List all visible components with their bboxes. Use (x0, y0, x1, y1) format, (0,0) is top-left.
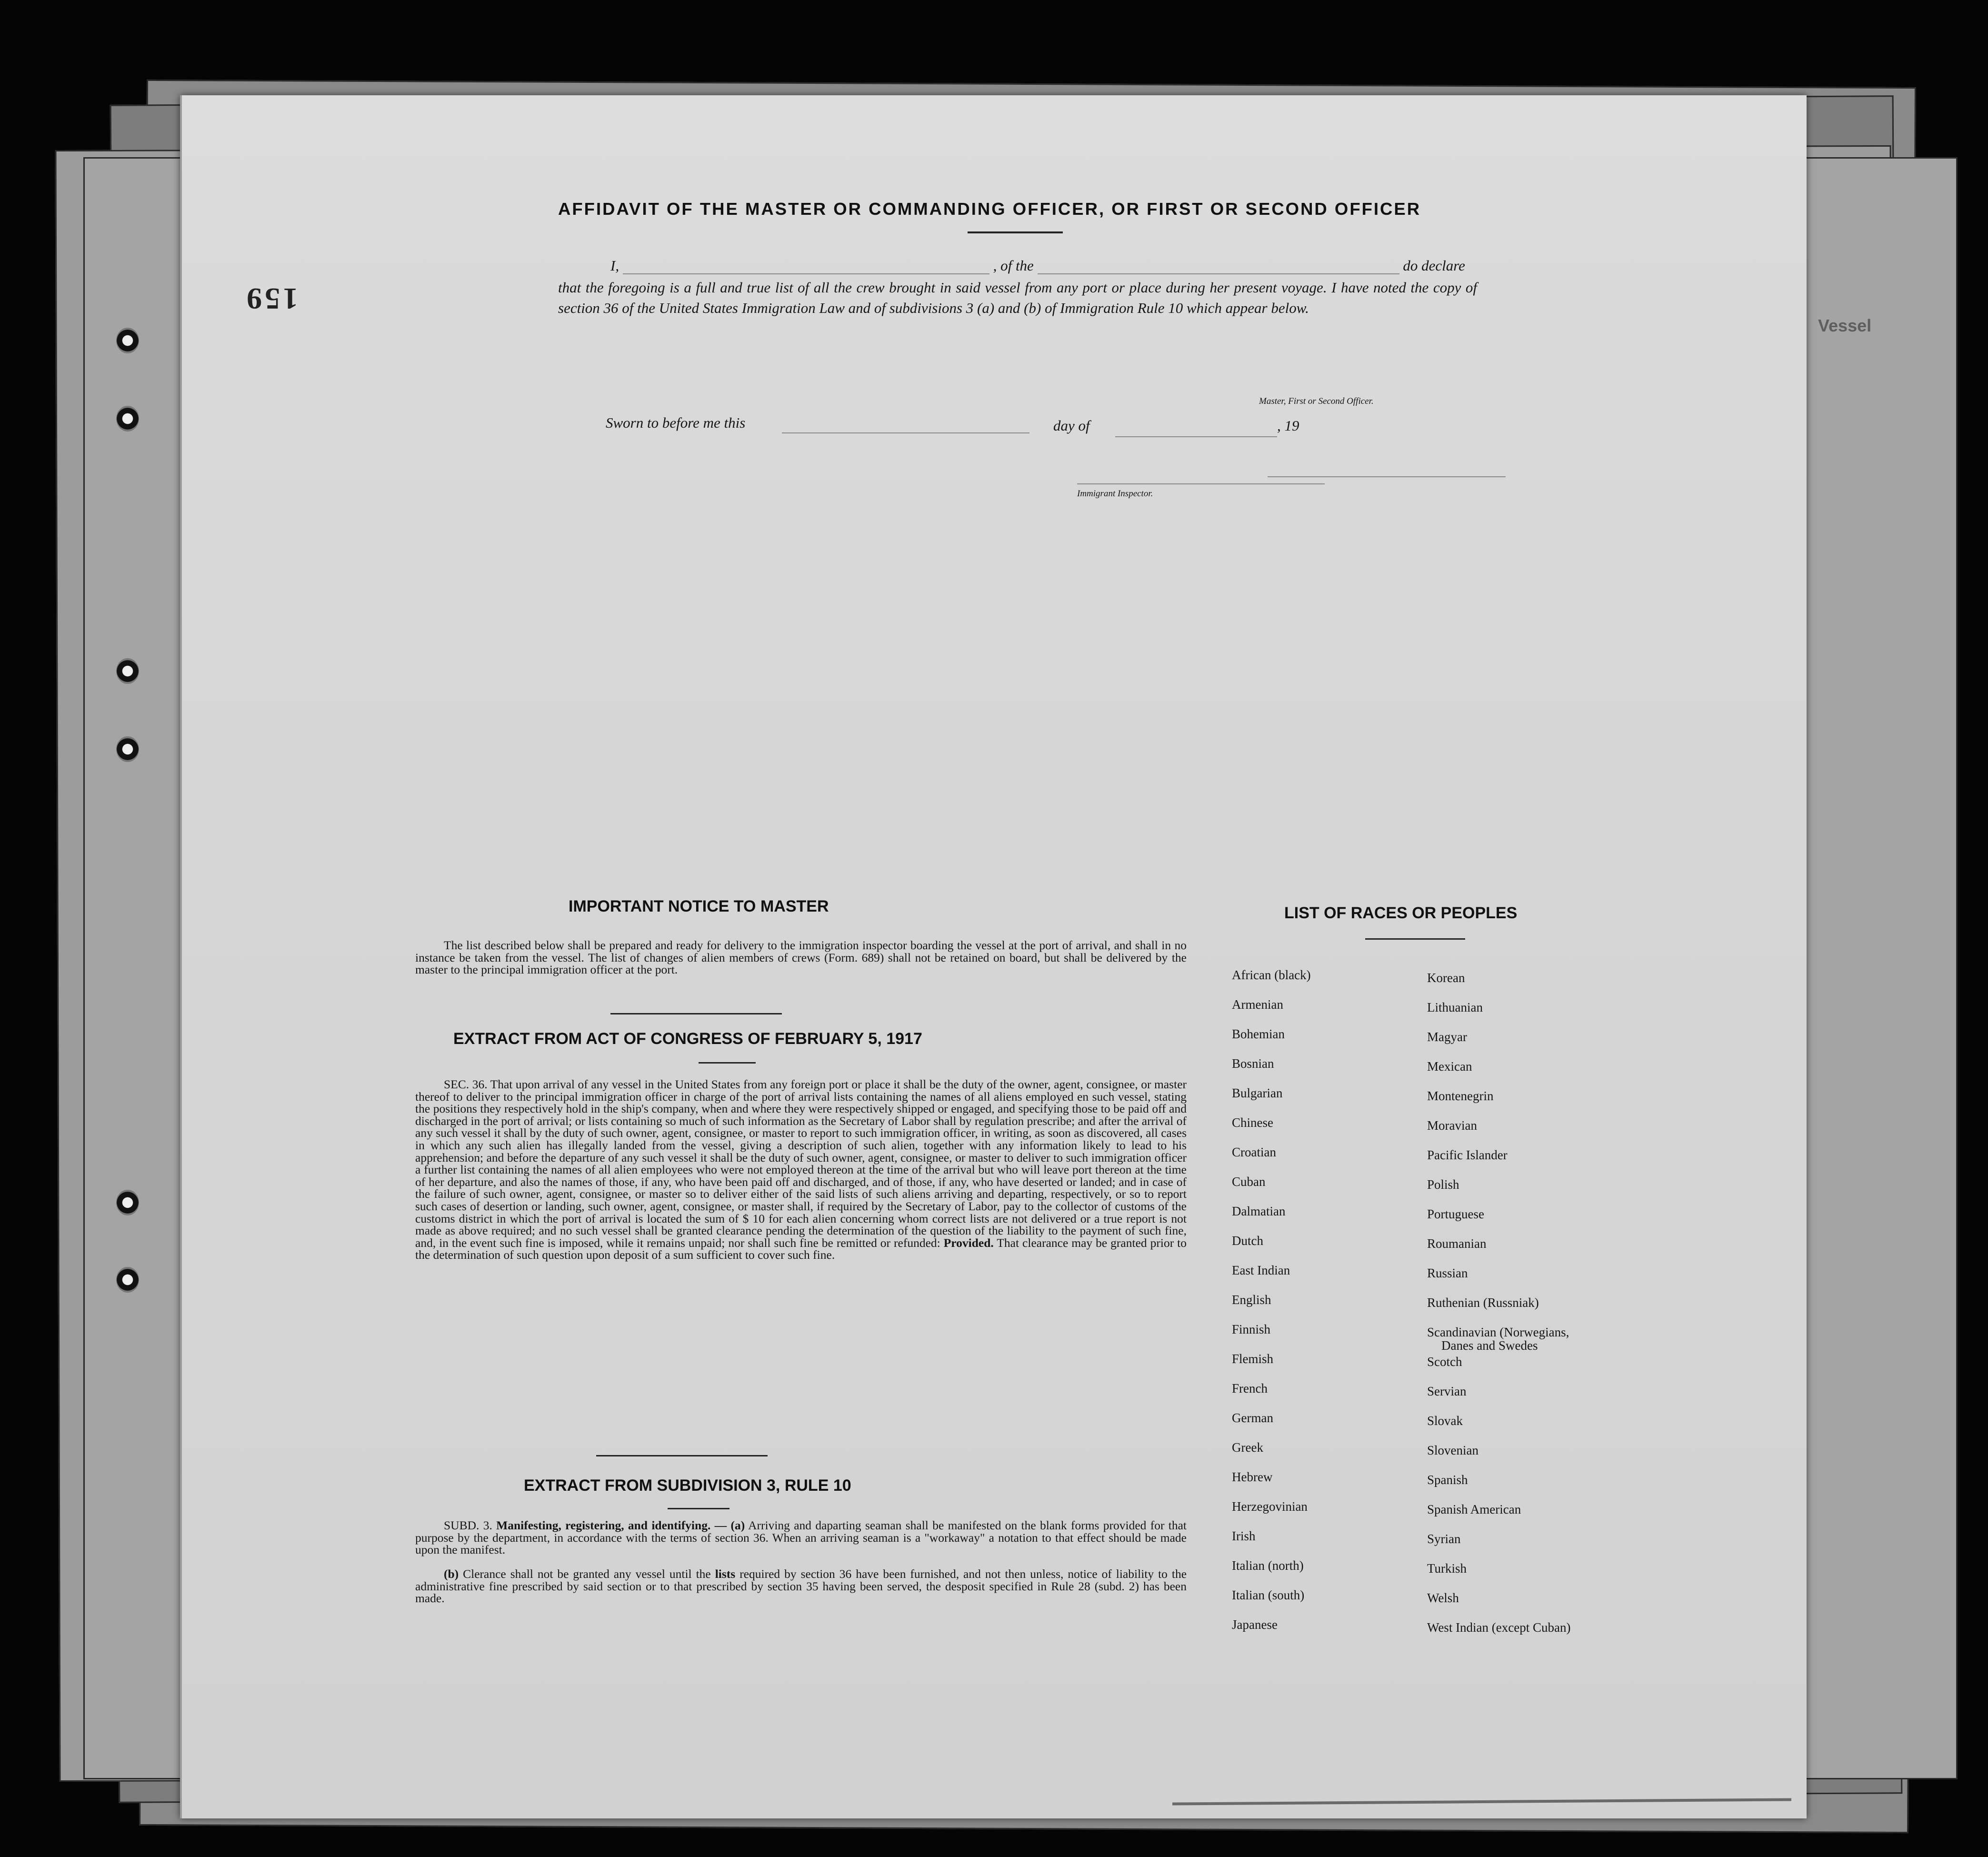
do-declare-label: do declare (1403, 257, 1465, 274)
act-extract-title: EXTRACT FROM ACT OF CONGRESS OF FEBRUARY 5, 1917 (453, 1030, 922, 1048)
race-item: Italian (south) (1232, 1588, 1305, 1602)
race-item: Mexican (1427, 1059, 1472, 1074)
race-item: German (1232, 1411, 1273, 1425)
race-item: African (black) (1232, 968, 1311, 982)
race-item: Japanese (1232, 1617, 1278, 1632)
page-number-stamp: 159 (244, 282, 298, 316)
race-item: Pacific Islander (1427, 1148, 1508, 1162)
ghost-vessel-label: Vessel (1818, 316, 1872, 335)
notice-divider (610, 1013, 782, 1014)
affidavit-form-page (180, 95, 1807, 1818)
rule-extract-title: EXTRACT FROM SUBDIVISION 3, RULE 10 (524, 1476, 851, 1495)
race-item: Spanish American (1427, 1502, 1521, 1516)
race-item: Korean (1427, 971, 1465, 985)
subdivision-a-text: SUBD. 3. Manifesting, registering, and identifying. — (a) Arriving and daparting seaman shall be manifested on the blank forms provided for that purpose by the department, in accordance with the terms of section 36. When an arriving seaman is a "workaway" a notation to that effect should be made upon the manifest. (415, 1518, 1187, 1557)
binder-hole (116, 406, 139, 432)
race-item: Dutch (1232, 1234, 1263, 1248)
race-item: Flemish (1232, 1352, 1274, 1366)
year-label: , 19 (1277, 417, 1299, 434)
race-item: West Indian (except Cuban) (1427, 1620, 1571, 1635)
race-item: Finnish (1232, 1322, 1271, 1336)
race-item: Italian (north) (1232, 1558, 1304, 1573)
race-item: Greek (1232, 1440, 1263, 1455)
race-item: Lithuanian (1427, 1000, 1483, 1014)
binder-hole (116, 328, 139, 353)
declaration-line (610, 257, 1465, 274)
race-item: Herzegovinian (1232, 1499, 1308, 1514)
race-item: Irish (1232, 1529, 1256, 1543)
act-divider (596, 1455, 768, 1456)
race-item: Russian (1427, 1266, 1468, 1280)
race-item: Spanish (1427, 1473, 1468, 1487)
sworn-label: Sworn to before me this (606, 414, 746, 431)
declarant-prefix: I, (610, 257, 619, 274)
race-item-scandinavian: Scandinavian (Norwegians, (1427, 1325, 1569, 1339)
act-extract-underline (699, 1062, 756, 1064)
race-item: Turkish (1427, 1561, 1467, 1576)
race-item: East Indian (1232, 1263, 1290, 1277)
race-item: French (1232, 1381, 1268, 1395)
section-36-text: SEC. 36. That upon arrival of any vessel in the United States from any foreign port or place it shall be the duty of the owner, agent, consignee, or master thereof to deliver to the principal immigration officer in charge of the port of arrival lists containing the names of all aliens employed en such vessel, stating the positions they respectively hold in the ship's company, when and where they were respectively shipped or engaged, and specifying those to be paid off and discharged in the port of arrival; or lists containing so much of such information as the Secretary of Labor shall by regulation prescribe; and after the arrival of any such vessel it shall by the duty of such owner, agent, consignee, or master to report to such immigration officer, in writing, as soon as discovered, all cases in which any such alien has illegally landed from the vessel, giving a description of such alien, together with any information likely to lead to his apprehension; and before the departure of any such vessel it shall be the duty of such owner, agent, consignee, or master to deliver to such immigration officer a further list containing the names of all alien employees who were not employed thereon at the time of the arrival but who will leave port thereon at the time of her departure, and also the names of those, if any, who have been paid off and discharged, and of those, if any, who have deserted or landed; and in case of the failure of such owner, agent, consignee, or master so to deliver either of the said lists of such aliens arriving and departing, respectively, or so to report such cases of desertion or landing, such owner, agent, consignee, or master shall, if required by the Secretary of Labor, pay to the collector of customs of the customs district in which the port of arrival is located the sum of $ 10 for each alien concerning whom correct lists are not delivered or a true report is not made as above required; and no such vessel shall be granted clearance pending the determination of the question of the liability to the payment of such fine, and, in the event such fine is imposed, while it remains unpaid; nor shall such fine be remitted or refunded: Provided. That clearance may be granted prior to the determination of such question upon deposit of a sum sufficient to cover such fine. (415, 1077, 1187, 1262)
race-item: Bosnian (1232, 1056, 1274, 1071)
race-item: Syrian (1427, 1532, 1461, 1546)
race-item: Bulgarian (1232, 1086, 1283, 1100)
race-item: Hebrew (1232, 1470, 1273, 1484)
race-item: Roumanian (1427, 1236, 1487, 1251)
race-item: Portuguese (1427, 1207, 1484, 1221)
race-item: English (1232, 1293, 1271, 1307)
binder-hole (116, 658, 139, 684)
race-item: Magyar (1427, 1030, 1467, 1044)
race-item: Servian (1427, 1384, 1467, 1398)
of-the-label: , of the (993, 257, 1034, 274)
races-left-column (1232, 968, 1311, 1647)
binder-hole (116, 1190, 139, 1215)
vessel-name-field[interactable] (1038, 259, 1399, 274)
sworn-month-field[interactable] (1115, 422, 1277, 437)
subdivision-b-text: (b) Clerance shall not be granted any vessel until the lists required by section 36 have been furnished, and not then unless, notice of liability to the administrative fine prescribed by said section or to that prescribed by section 35 having been served, the desposit specified in Rule 28 (subd. 2) has been made. (415, 1567, 1187, 1606)
race-item: Ruthenian (Russniak) (1427, 1295, 1539, 1310)
race-item: Armenian (1232, 997, 1283, 1012)
affidavit-body: that the foregoing is a full and true list of all the crew brought in said vessel from any port or place during her present voyage. I have noted the copy of section 36 of the United States Immigration Law and of subdivisions 3 (a) and (b) of Immigration Rule 10 which appear below. (558, 279, 1477, 316)
rule-extract-underline (668, 1508, 729, 1509)
race-item: Slovenian (1427, 1443, 1479, 1457)
race-item: Moravian (1427, 1118, 1477, 1133)
race-item: Montenegrin (1427, 1089, 1494, 1103)
race-item: Bohemian (1232, 1027, 1285, 1041)
bottom-handwriting-scrawl (1172, 1798, 1791, 1805)
master-signature-label: Master, First or Second Officer. (1259, 396, 1374, 406)
race-item: Scotch (1427, 1355, 1462, 1369)
race-item: Chinese (1232, 1115, 1273, 1130)
provided-keyword: Provided. (943, 1235, 994, 1250)
inspector-signature-field[interactable] (1077, 469, 1325, 484)
races-title: LIST OF RACES OR PEOPLES (1284, 904, 1518, 922)
race-item: Welsh (1427, 1591, 1459, 1605)
day-of-label: day of (1053, 417, 1090, 434)
sworn-line (606, 414, 745, 432)
race-item (1427, 1325, 1570, 1355)
sworn-day-field[interactable] (782, 418, 1029, 433)
race-item: Slovak (1427, 1414, 1463, 1428)
notice-body: The list described below shall be prepared and ready for delivery to the immigration inspector boarding the vessel at the port of arrival, and shall in no instance be taken from the vessel. The list of changes of alien members of crews (Form. 689) shall not be retained on board, but shall be delivered by the master to the principal immigration officer at the port. (415, 938, 1187, 977)
race-item: Cuban (1232, 1174, 1266, 1189)
binder-hole (116, 736, 139, 762)
binder-hole (116, 1267, 139, 1293)
race-item: Croatian (1232, 1145, 1276, 1159)
notice-title: IMPORTANT NOTICE TO MASTER (569, 897, 829, 915)
race-item: Polish (1427, 1177, 1459, 1192)
race-item: Dalmatian (1232, 1204, 1286, 1218)
affidavit-title: AFFIDAVIT OF THE MASTER OR COMMANDING OFFICER, OR FIRST OR SECOND OFFICER (558, 199, 1421, 219)
inspector-label: Immigrant Inspector. (1077, 489, 1153, 499)
declarant-name-field[interactable] (623, 259, 989, 274)
title-underline (968, 231, 1063, 233)
races-right-column (1427, 971, 1570, 1650)
race-item-scandinavian-cont: Danes and Swedes (1441, 1338, 1538, 1353)
races-underline (1365, 938, 1465, 940)
